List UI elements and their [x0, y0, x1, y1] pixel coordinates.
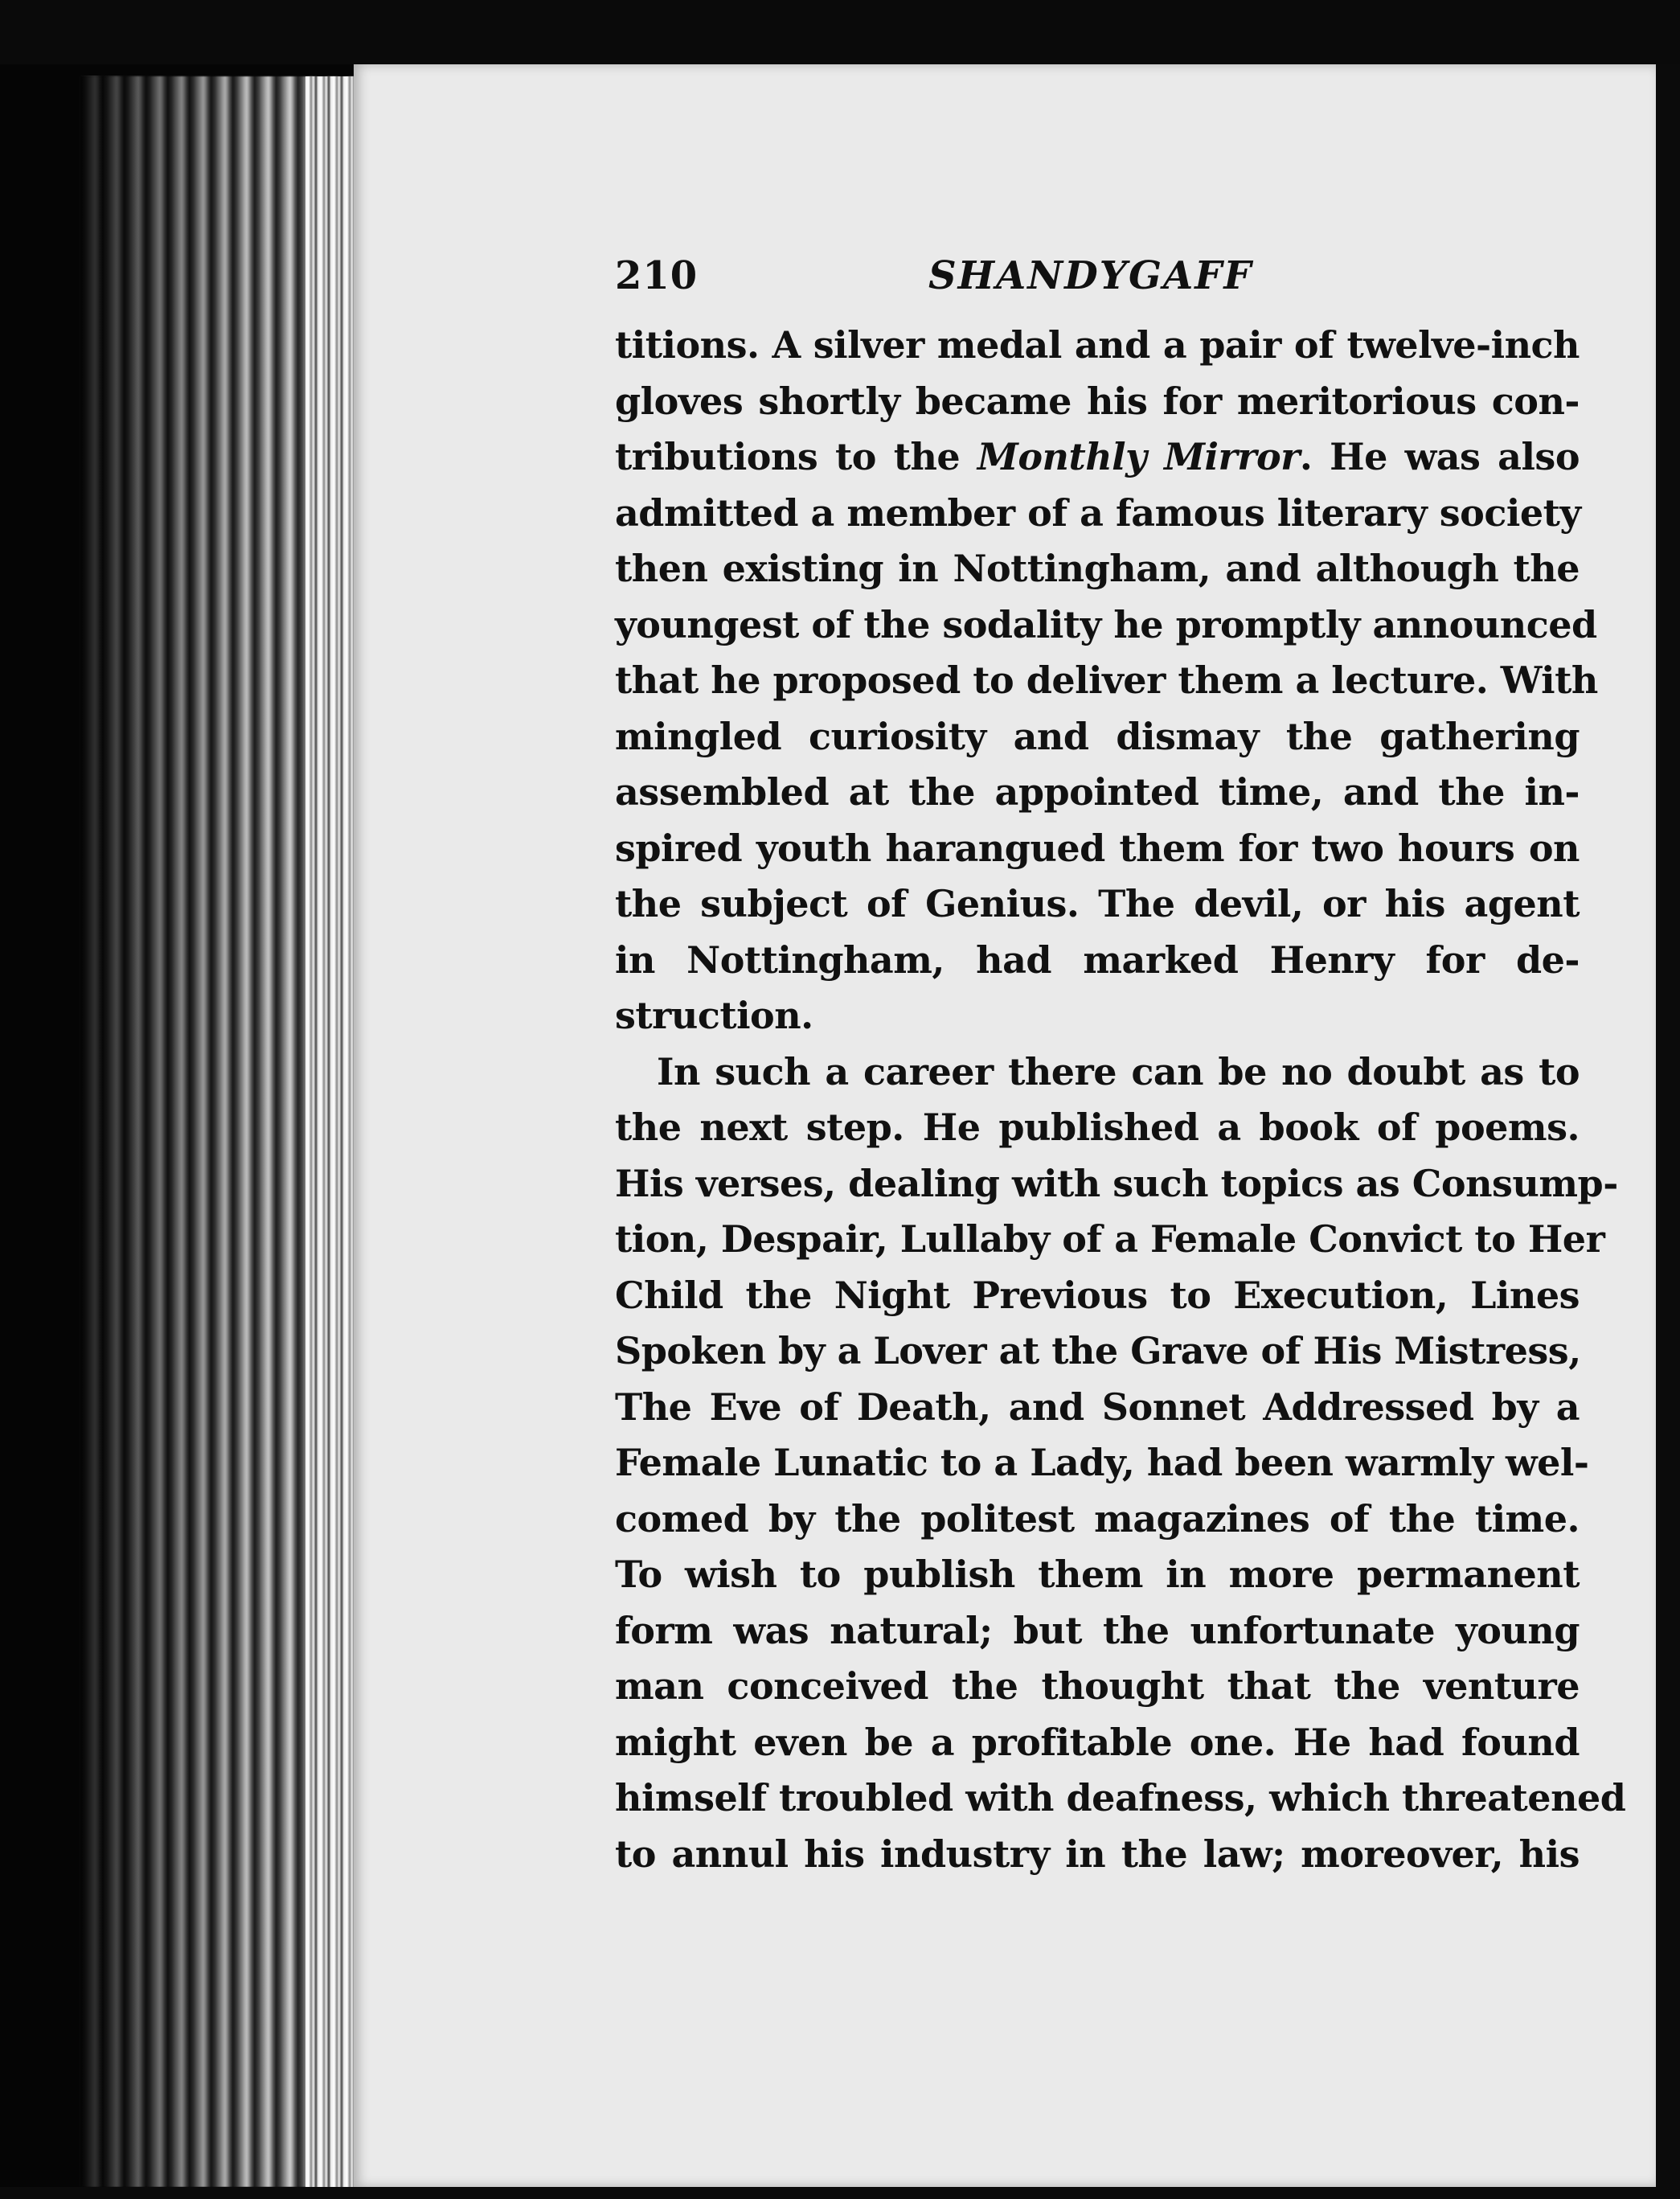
text-line: tributions to the Monthly Mirror. He was also	[615, 435, 1580, 478]
text-line: youngest of the sodality he promptly announced	[615, 602, 1597, 646]
text-line: tion, Despair, Lullaby of a Female Convict to Her	[615, 1217, 1605, 1261]
text-line: the subject of Genius. The devil, or his agent	[615, 882, 1580, 925]
text-line: the next step. He published a book of poems.	[615, 1106, 1580, 1149]
paragraph-2	[615, 1044, 1626, 1883]
text-line: assembled at the appointed time, and the in-	[615, 770, 1580, 814]
text-line: Child the Night Previous to Execution, Lines	[615, 1273, 1580, 1317]
text-line: comed by the politest magazines of the time.	[615, 1496, 1580, 1541]
text-line: that he proposed to deliver them a lecture. With	[615, 658, 1598, 702]
page-text	[615, 253, 1626, 1882]
italic-title: Monthly Mirror	[977, 435, 1300, 478]
scanner-border-bottom	[0, 2187, 1680, 2199]
text-line: mingled curiosity and dismay the gathering	[615, 714, 1580, 758]
page-edge-highlight	[305, 76, 354, 2187]
scanner-border-top	[0, 0, 1680, 64]
scanner-border-right	[1656, 64, 1680, 2199]
text-line: spired youth harangued them for two hours on	[615, 826, 1580, 870]
text-line: To wish to publish them in more permanent	[615, 1553, 1580, 1596]
text-line: to annul his industry in the law; moreover, his	[615, 1832, 1580, 1876]
text-line: In such a career there can be no doubt as to	[657, 1049, 1580, 1093]
running-header	[615, 253, 1580, 318]
page-number: 210	[615, 253, 699, 298]
text-line: The Eve of Death, and Sonnet Addressed by a	[615, 1385, 1580, 1429]
text-line: titions. A silver medal and a pair of twelve-inch	[615, 323, 1580, 367]
running-title: SHANDYGAFF	[928, 253, 1253, 298]
text-line: then existing in Nottingham, and although the	[615, 547, 1580, 590]
text-line: form was natural; but the unfortunate young	[615, 1608, 1580, 1652]
text-line: struction.	[615, 994, 813, 1037]
text-line: Female Lunatic to a Lady, had been warmly wel-	[615, 1441, 1589, 1484]
text-line: himself troubled with deafness, which threatened	[615, 1776, 1626, 1820]
text-line: Spoken by a Lover at the Grave of His Mistress,	[615, 1329, 1581, 1372]
text-line: might even be a profitable one. He had found	[615, 1720, 1580, 1764]
text-line: in Nottingham, had marked Henry for de-	[615, 937, 1580, 982]
text-line: man conceived the thought that the venture	[615, 1664, 1580, 1708]
paragraph-1	[615, 318, 1598, 1044]
text-line: His verses, dealing with such topics as Consump-	[615, 1161, 1618, 1205]
text-line: gloves shortly became his for meritorious con-	[615, 379, 1580, 423]
text-line: admitted a member of a famous literary society	[615, 490, 1581, 535]
